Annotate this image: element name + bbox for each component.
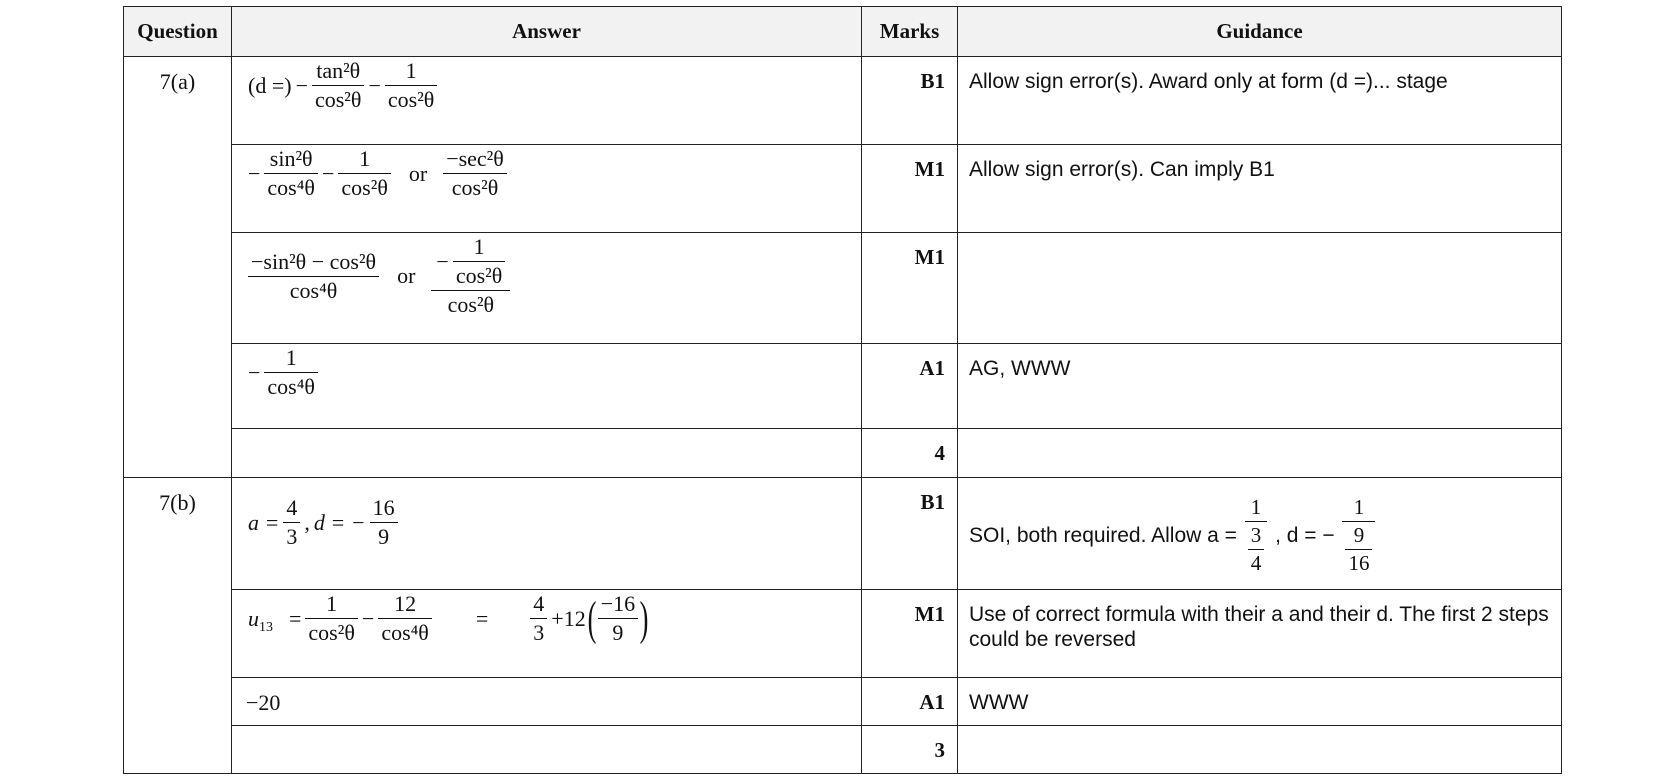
mark-code: M1 (862, 590, 958, 678)
mark-scheme-table (123, 6, 1562, 774)
minus-sign: − (368, 72, 381, 98)
answer-cell (232, 478, 862, 590)
fraction: $\frac{\text{−sin²θ − cos²θ}}{\text{cos⁴θ}}$ (248, 248, 379, 305)
guidance-cell (958, 233, 1562, 344)
total-row (124, 726, 1562, 774)
minus-sign: − (248, 160, 261, 186)
total-marks: 4 (862, 429, 958, 478)
answer-cell (232, 57, 862, 145)
question-label-7b: 7(b) (124, 478, 232, 774)
equals-sign: = (475, 605, 489, 631)
or-text: or (408, 160, 428, 186)
or-text: or (397, 263, 416, 289)
minus-sign: − (436, 248, 449, 274)
inner-fraction: $\frac{1}{\text{cos²θ}}$ (453, 233, 505, 290)
guidance-cell-empty (958, 726, 1562, 774)
fraction: $\frac{-16}{9}$ (598, 590, 638, 647)
mark-code: B1 (862, 57, 958, 145)
answer-cell (232, 145, 862, 233)
compound-fraction: $\frac{1}{\frac{9}{16}}$ (1342, 494, 1375, 577)
guidance-cell: Allow sign error(s). Award only at form (d =)... stage (958, 57, 1562, 145)
fraction: $\frac{\text{sin²θ}}{\text{cos⁴θ}}$ (264, 145, 318, 202)
fraction: $\frac{\text{tan²θ}}{\text{cos²θ}}$ (312, 57, 364, 114)
total-marks: 3 (862, 726, 958, 774)
answer-cell-empty (232, 726, 862, 774)
compound-fraction: $\frac{1}{\frac{3}{4}}$ (1245, 494, 1268, 577)
guidance-text: SOI, both required. Allow a = (969, 523, 1237, 547)
table-row (124, 145, 1562, 233)
answer-cell (232, 590, 862, 678)
header-guidance: Guidance (958, 7, 1562, 57)
table-row (124, 590, 1562, 678)
guidance-cell: AG, WWW (958, 344, 1562, 429)
table-row (124, 57, 1562, 145)
mark-code: B1 (862, 478, 958, 590)
table-row (124, 478, 1562, 590)
guidance-cell: Use of correct formula with their a and their d. The first 2 steps could be reversed (958, 590, 1562, 678)
fraction: $\frac{1}{\text{cos⁴θ}}$ (264, 344, 318, 401)
mark-code: A1 (862, 344, 958, 429)
minus-sign: − (361, 605, 375, 631)
total-row (124, 429, 1562, 478)
comma: , (304, 509, 310, 535)
answer-cell (232, 344, 862, 429)
minus-sign: − (295, 72, 308, 98)
fraction: $\frac{1}{\text{cos²θ}}$ (305, 590, 357, 647)
fraction: $\frac{4}{3}$ (530, 590, 547, 647)
u13-label: $u_{13}$ (248, 605, 273, 635)
header-question: Question (124, 7, 232, 57)
fraction: $\frac{\text{−sec²θ}}{\text{cos²θ}}$ (443, 145, 507, 202)
left-paren: ( (587, 591, 597, 645)
mark-code: M1 (862, 233, 958, 344)
question-label-7a: 7(a) (124, 57, 232, 478)
table-row (124, 233, 1562, 344)
inner-fraction: $\frac{9}{16}$ (1345, 522, 1372, 577)
fraction: $\frac{4}{3}$ (283, 494, 300, 551)
guidance-cell: Allow sign error(s). Can imply B1 (958, 145, 1562, 233)
fraction: $\frac{1}{\text{cos²θ}}$ (385, 57, 437, 114)
fraction: $\frac{16}{9}$ (370, 494, 398, 551)
fraction: $\frac{1}{\text{cos²θ}}$ (338, 145, 390, 202)
guidance-cell (958, 478, 1562, 590)
guidance-cell-empty (958, 429, 1562, 478)
d-prefix: (d =) (248, 72, 292, 98)
right-paren: ) (639, 591, 649, 645)
table-row (124, 678, 1562, 726)
fraction: $\frac{12}{\text{cos⁴θ}}$ (378, 590, 432, 647)
header-answer: Answer (232, 7, 862, 57)
equals-sign: = (289, 605, 302, 631)
header-row (124, 7, 1562, 57)
a-label: a = (248, 509, 280, 535)
inner-fraction: $\frac{3}{4}$ (1248, 522, 1265, 577)
mark-code: A1 (862, 678, 958, 726)
compound-fraction: − $\frac{1}{\text{cos²θ}}$ cos²θ (431, 233, 510, 319)
d-label: d = − (313, 509, 366, 535)
answer-cell (232, 233, 862, 344)
table-row (124, 344, 1562, 429)
minus-sign: − (321, 160, 335, 186)
guidance-cell: WWW (958, 678, 1562, 726)
header-marks: Marks (862, 7, 958, 57)
guidance-text: , d = − (1275, 523, 1335, 547)
answer-cell: −20 (232, 678, 862, 726)
answer-cell-empty (232, 429, 862, 478)
minus-sign: − (248, 359, 261, 385)
plus-twelve: +12 (551, 605, 586, 631)
mark-code: M1 (862, 145, 958, 233)
